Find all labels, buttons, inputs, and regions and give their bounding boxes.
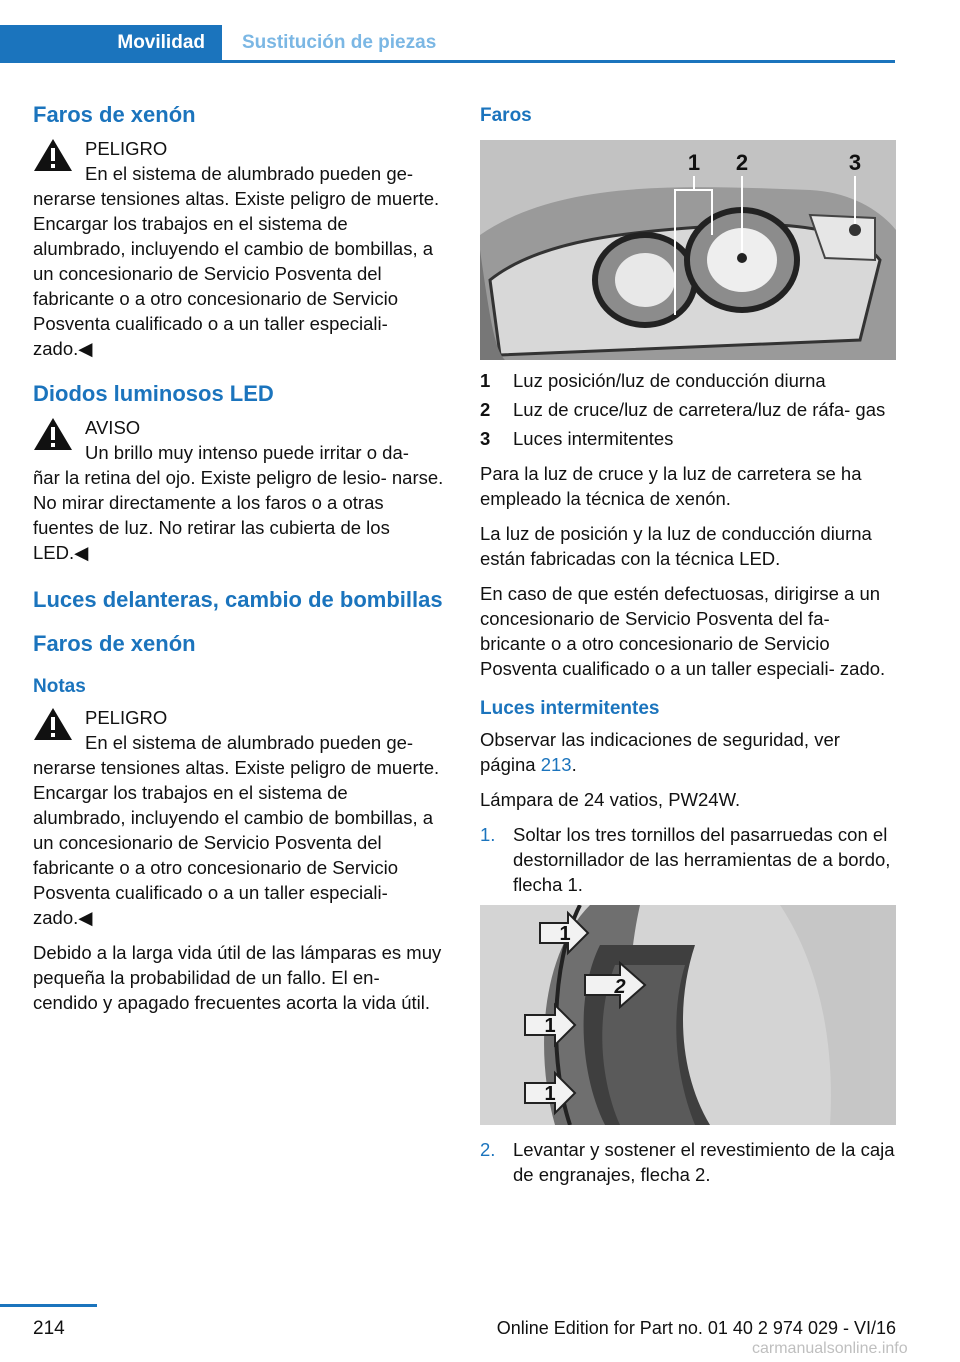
steps-list (480, 822, 896, 897)
wheel-arch-label-1a: 1 (559, 923, 571, 945)
paragraph-led-technique: La luz de posición y la luz de conducción diurna están fabricadas con la técnica LED. (480, 523, 872, 569)
wheel-arch-label-1c: 1 (544, 1083, 556, 1105)
safety-reference-end: . (571, 754, 577, 775)
legend-number: 3 (480, 428, 491, 449)
paragraph-safety-reference (480, 727, 896, 777)
wheel-arch-figure (480, 905, 896, 1125)
heading-luces-delanteras: Luces delanteras, cambio de bombillas (33, 587, 443, 612)
step-text: Levantar y sostener el revestimiento de la caja de engranajes, flecha 2. (513, 1139, 895, 1185)
paragraph-xenon-technique: Para la luz de cruce y la luz de carretera se ha empleado la técnica de xenón. (480, 463, 862, 509)
legend-number: 1 (480, 370, 491, 391)
legend-text: Luces intermitentes (513, 428, 674, 449)
steps-list-2 (480, 1137, 896, 1187)
wheel-arch-label-1b: 1 (544, 1015, 556, 1037)
paragraph-lamp-type: Lámpara de 24 vatios, PW24W. (480, 789, 741, 810)
paragraph-defective: En caso de que estén defectuosas, dirigirse a un concesionario de Servicio Posventa del fa‐ bricante o a otro concesionario de Servicio Posventa cualificado o a un taller especiali‐ zado. (480, 583, 886, 679)
paragraph-lamp-life: Debido a la larga vida útil de las lámparas es muy pequeña la probabilidad de un fallo. El en‐ cendido y apagado frecuentes acorta la vida útil. (33, 942, 442, 1013)
legend-text: Luz posición/luz de conducción diurna (513, 370, 826, 391)
headlight-label-1: 1 (687, 150, 701, 175)
heading-diodos-led: Diodos luminosos LED (33, 381, 274, 406)
headlight-label-2: 2 (735, 150, 749, 175)
heading-faros-xenon-2: Faros de xenón (33, 631, 196, 656)
warning-title: PELIGRO (85, 707, 168, 728)
page-link-213[interactable]: 213 (540, 754, 572, 775)
heading-notas: Notas (33, 676, 86, 697)
legend-text: Luz de cruce/luz de carretera/luz de ráfa‐ gas (513, 399, 886, 420)
heading-faros-xenon: Faros de xenón (33, 102, 196, 127)
watermark-text: carmanualsonline.info (752, 1340, 908, 1357)
header-rule (0, 60, 895, 63)
warning-text: nerarse tensiones altas. Existe peligro de muerte. Encargar los trabajos en el sistema de alumbrado, incluyendo el cambio de bombillas, a un concesionario de Servicio Posventa del fabricante o a otro concesionario de Servicio Posventa cualificado o a un taller especiali‐ zado.◀ (33, 188, 440, 359)
footer-rule (0, 1304, 97, 1307)
step-number: 2. (480, 1139, 496, 1160)
step-number: 1. (480, 824, 496, 845)
step-item (480, 1137, 896, 1187)
warning-text-first-line: Un brillo muy intenso puede irritar o da‐ (85, 442, 409, 463)
heading-faros: Faros (480, 105, 532, 126)
heading-luces-intermitentes: Luces intermitentes (480, 698, 660, 719)
warning-text-first-line: En el sistema de alumbrado pueden ge‐ (85, 163, 414, 184)
wheel-arch-illustration (480, 905, 896, 1125)
legend-item (480, 368, 896, 393)
legend-item (480, 397, 896, 422)
page-number: 214 (33, 1318, 65, 1339)
figure-legend (480, 368, 896, 451)
safety-reference-text: Observar las indicaciones de seguridad, ver página (480, 729, 840, 775)
warning-box-peligro-2 (33, 705, 445, 755)
legend-item (480, 426, 896, 451)
left-column (33, 98, 445, 1025)
chapter-tab-movilidad[interactable]: Movilidad (0, 25, 222, 61)
step-item (480, 822, 896, 897)
warning-triangle-icon (33, 138, 73, 172)
warning-title: AVISO (85, 417, 141, 438)
headlight-illustration (480, 140, 896, 360)
headlight-figure (480, 140, 896, 360)
edition-info: Online Edition for Part no. 01 40 2 974 029 - VI/16 (496, 1318, 896, 1338)
warning-triangle-icon (33, 417, 73, 451)
warning-title: PELIGRO (85, 138, 168, 159)
right-column (480, 98, 896, 1195)
section-tab-sustitucion[interactable]: Sustitución de piezas (242, 32, 437, 53)
headlight-label-3: 3 (848, 150, 862, 175)
warning-box-peligro-1 (33, 136, 445, 186)
wheel-arch-label-2: 2 (614, 976, 626, 998)
warning-text: nerarse tensiones altas. Existe peligro de muerte. Encargar los trabajos en el sistema de alumbrado, incluyendo el cambio de bombillas, a un concesionario de Servicio Posventa del fabricante o a otro concesionario de Servicio Posventa cualificado o a un taller especiali‐ zado.◀ (33, 757, 440, 928)
warning-box-aviso (33, 415, 445, 465)
warning-text-first-line: En el sistema de alumbrado pueden ge‐ (85, 732, 414, 753)
step-text: Soltar los tres tornillos del pasarruedas con el destornillador de las herramientas de a bordo, flecha 1. (513, 824, 891, 895)
warning-triangle-icon (33, 707, 73, 741)
legend-number: 2 (480, 399, 491, 420)
warning-text: ñar la retina del ojo. Existe peligro de lesio‐ narse. No mirar directamente a los faros o a otras fuentes de luz. No retirar las cubierta de los LED.◀ (33, 467, 444, 563)
